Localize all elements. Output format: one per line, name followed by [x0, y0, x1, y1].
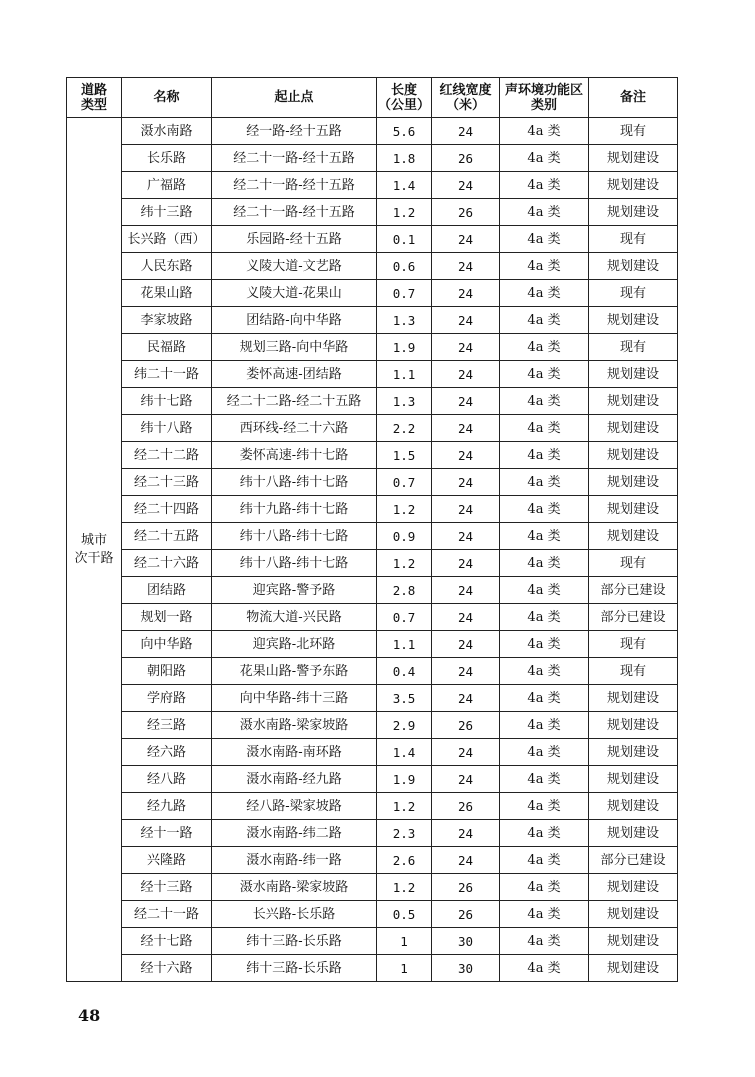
range-cell: 义陵大道-文艺路 [212, 253, 377, 280]
road-name-cell: 经三路 [122, 712, 212, 739]
road-name-cell: 广福路 [122, 172, 212, 199]
zone-cell: 4a 类 [500, 388, 589, 415]
road-name-cell: 经二十二路 [122, 442, 212, 469]
note-cell: 规划建设 [589, 901, 678, 928]
zone-cell: 4a 类 [500, 469, 589, 496]
zone-cell: 4a 类 [500, 361, 589, 388]
note-cell: 规划建设 [589, 685, 678, 712]
range-cell: 滠水南路-梁家坡路 [212, 874, 377, 901]
range-cell: 经二十一路-经十五路 [212, 172, 377, 199]
note-cell: 现有 [589, 550, 678, 577]
length-cell: 1.8 [377, 145, 432, 172]
table-row [67, 550, 678, 577]
range-cell: 经二十一路-经十五路 [212, 199, 377, 226]
note-cell: 部分已建设 [589, 847, 678, 874]
width-cell: 24 [432, 442, 500, 469]
road-name-cell: 经十三路 [122, 874, 212, 901]
note-cell: 规划建设 [589, 253, 678, 280]
width-cell: 30 [432, 955, 500, 982]
table-row [67, 766, 678, 793]
range-cell: 经二十一路-经十五路 [212, 145, 377, 172]
header-note: 备注 [589, 78, 678, 118]
width-cell: 24 [432, 334, 500, 361]
road-name-cell: 经二十五路 [122, 523, 212, 550]
zone-cell: 4a 类 [500, 118, 589, 145]
road-type-cell: 城市 次干路 [67, 118, 122, 982]
road-name-cell: 经二十一路 [122, 901, 212, 928]
header-zone: 声环境功能区 类别 [500, 78, 589, 118]
note-cell: 现有 [589, 631, 678, 658]
length-cell: 2.9 [377, 712, 432, 739]
range-cell: 纬十九路-纬十七路 [212, 496, 377, 523]
note-cell: 规划建设 [589, 145, 678, 172]
zone-cell: 4a 类 [500, 334, 589, 361]
table-row [67, 820, 678, 847]
road-name-cell: 经十六路 [122, 955, 212, 982]
table-row [67, 658, 678, 685]
road-name-cell: 经二十四路 [122, 496, 212, 523]
note-cell: 规划建设 [589, 496, 678, 523]
range-cell: 滠水南路-梁家坡路 [212, 712, 377, 739]
header-length: 长度 （公里） [377, 78, 432, 118]
length-cell: 0.4 [377, 658, 432, 685]
road-name-cell: 人民东路 [122, 253, 212, 280]
range-cell: 迎宾路-北环路 [212, 631, 377, 658]
width-cell: 24 [432, 523, 500, 550]
length-cell: 0.6 [377, 253, 432, 280]
width-cell: 24 [432, 226, 500, 253]
header-name: 名称 [122, 78, 212, 118]
width-cell: 26 [432, 901, 500, 928]
width-cell: 24 [432, 253, 500, 280]
note-cell: 规划建设 [589, 199, 678, 226]
note-cell: 规划建设 [589, 793, 678, 820]
length-cell: 1.1 [377, 361, 432, 388]
width-cell: 24 [432, 604, 500, 631]
note-cell: 部分已建设 [589, 604, 678, 631]
width-cell: 24 [432, 685, 500, 712]
road-name-cell: 纬十八路 [122, 415, 212, 442]
width-cell: 26 [432, 145, 500, 172]
table-row [67, 253, 678, 280]
zone-cell: 4a 类 [500, 253, 589, 280]
zone-cell: 4a 类 [500, 955, 589, 982]
zone-cell: 4a 类 [500, 550, 589, 577]
table-row [67, 712, 678, 739]
note-cell: 规划建设 [589, 442, 678, 469]
zone-cell: 4a 类 [500, 307, 589, 334]
zone-cell: 4a 类 [500, 820, 589, 847]
table-row [67, 523, 678, 550]
range-cell: 纬十八路-纬十七路 [212, 523, 377, 550]
road-name-cell: 长乐路 [122, 145, 212, 172]
range-cell: 纬十三路-长乐路 [212, 928, 377, 955]
width-cell: 26 [432, 712, 500, 739]
zone-cell: 4a 类 [500, 874, 589, 901]
table-row [67, 928, 678, 955]
table-row [67, 307, 678, 334]
road-name-cell: 规划一路 [122, 604, 212, 631]
range-cell: 迎宾路-警予路 [212, 577, 377, 604]
zone-cell: 4a 类 [500, 577, 589, 604]
width-cell: 24 [432, 172, 500, 199]
width-cell: 24 [432, 766, 500, 793]
table-row [67, 280, 678, 307]
note-cell: 规划建设 [589, 469, 678, 496]
table-row [67, 334, 678, 361]
range-cell: 娄怀高速-团结路 [212, 361, 377, 388]
range-cell: 滠水南路-经九路 [212, 766, 377, 793]
road-name-cell: 经二十六路 [122, 550, 212, 577]
range-cell: 娄怀高速-纬十七路 [212, 442, 377, 469]
zone-cell: 4a 类 [500, 847, 589, 874]
note-cell: 规划建设 [589, 820, 678, 847]
width-cell: 24 [432, 280, 500, 307]
length-cell: 1.9 [377, 766, 432, 793]
table-row [67, 469, 678, 496]
road-name-cell: 民福路 [122, 334, 212, 361]
note-cell: 规划建设 [589, 766, 678, 793]
header-range: 起止点 [212, 78, 377, 118]
table-row [67, 955, 678, 982]
range-cell: 滠水南路-南环路 [212, 739, 377, 766]
width-cell: 24 [432, 361, 500, 388]
zone-cell: 4a 类 [500, 793, 589, 820]
range-cell: 西环线-经二十六路 [212, 415, 377, 442]
note-cell: 规划建设 [589, 361, 678, 388]
table-row [67, 685, 678, 712]
zone-cell: 4a 类 [500, 172, 589, 199]
width-cell: 26 [432, 199, 500, 226]
range-cell: 团结路-向中华路 [212, 307, 377, 334]
range-cell: 经八路-梁家坡路 [212, 793, 377, 820]
table-row [67, 388, 678, 415]
road-name-cell: 纬二十一路 [122, 361, 212, 388]
table-row [67, 496, 678, 523]
range-cell: 纬十八路-纬十七路 [212, 469, 377, 496]
range-cell: 义陵大道-花果山 [212, 280, 377, 307]
zone-cell: 4a 类 [500, 280, 589, 307]
note-cell: 规划建设 [589, 712, 678, 739]
note-cell: 现有 [589, 280, 678, 307]
table-row [67, 361, 678, 388]
length-cell: 2.8 [377, 577, 432, 604]
note-cell: 规划建设 [589, 874, 678, 901]
note-cell: 规划建设 [589, 739, 678, 766]
road-name-cell: 滠水南路 [122, 118, 212, 145]
road-name-cell: 经十七路 [122, 928, 212, 955]
length-cell: 1.2 [377, 496, 432, 523]
table-row [67, 199, 678, 226]
width-cell: 24 [432, 658, 500, 685]
zone-cell: 4a 类 [500, 739, 589, 766]
header-road-type: 道路 类型 [67, 78, 122, 118]
road-name-cell: 朝阳路 [122, 658, 212, 685]
range-cell: 规划三路-向中华路 [212, 334, 377, 361]
road-name-cell: 花果山路 [122, 280, 212, 307]
note-cell: 规划建设 [589, 172, 678, 199]
range-cell: 纬十三路-长乐路 [212, 955, 377, 982]
note-cell: 规划建设 [589, 523, 678, 550]
width-cell: 24 [432, 577, 500, 604]
note-cell: 规划建设 [589, 307, 678, 334]
width-cell: 24 [432, 820, 500, 847]
length-cell: 1.3 [377, 388, 432, 415]
range-cell: 滠水南路-纬二路 [212, 820, 377, 847]
zone-cell: 4a 类 [500, 766, 589, 793]
length-cell: 1.3 [377, 307, 432, 334]
road-name-cell: 经九路 [122, 793, 212, 820]
note-cell: 规划建设 [589, 388, 678, 415]
width-cell: 26 [432, 874, 500, 901]
table-row [67, 145, 678, 172]
length-cell: 2.3 [377, 820, 432, 847]
note-cell: 现有 [589, 658, 678, 685]
zone-cell: 4a 类 [500, 415, 589, 442]
road-name-cell: 兴隆路 [122, 847, 212, 874]
width-cell: 24 [432, 496, 500, 523]
range-cell: 物流大道-兴民路 [212, 604, 377, 631]
table-row [67, 226, 678, 253]
range-cell: 滠水南路-纬一路 [212, 847, 377, 874]
length-cell: 0.7 [377, 469, 432, 496]
note-cell: 规划建设 [589, 928, 678, 955]
length-cell: 1.1 [377, 631, 432, 658]
zone-cell: 4a 类 [500, 145, 589, 172]
note-cell: 现有 [589, 334, 678, 361]
zone-cell: 4a 类 [500, 604, 589, 631]
range-cell: 纬十八路-纬十七路 [212, 550, 377, 577]
table-row [67, 739, 678, 766]
zone-cell: 4a 类 [500, 442, 589, 469]
length-cell: 1.2 [377, 550, 432, 577]
width-cell: 24 [432, 118, 500, 145]
length-cell: 0.7 [377, 280, 432, 307]
length-cell: 5.6 [377, 118, 432, 145]
width-cell: 24 [432, 739, 500, 766]
road-name-cell: 经六路 [122, 739, 212, 766]
road-name-cell: 团结路 [122, 577, 212, 604]
width-cell: 24 [432, 631, 500, 658]
road-name-cell: 经二十三路 [122, 469, 212, 496]
table-header-row [67, 78, 678, 118]
table-row [67, 631, 678, 658]
table-row [67, 118, 678, 145]
header-width: 红线宽度 （米） [432, 78, 500, 118]
length-cell: 1.4 [377, 739, 432, 766]
road-name-cell: 李家坡路 [122, 307, 212, 334]
table-row [67, 901, 678, 928]
zone-cell: 4a 类 [500, 523, 589, 550]
width-cell: 24 [432, 847, 500, 874]
note-cell: 现有 [589, 118, 678, 145]
length-cell: 3.5 [377, 685, 432, 712]
road-table [66, 77, 678, 982]
note-cell: 规划建设 [589, 955, 678, 982]
length-cell: 1.9 [377, 334, 432, 361]
length-cell: 0.9 [377, 523, 432, 550]
length-cell: 1 [377, 955, 432, 982]
table-row [67, 793, 678, 820]
length-cell: 1.2 [377, 874, 432, 901]
length-cell: 1.2 [377, 793, 432, 820]
length-cell: 0.7 [377, 604, 432, 631]
table-row [67, 577, 678, 604]
road-name-cell: 向中华路 [122, 631, 212, 658]
range-cell: 经二十二路-经二十五路 [212, 388, 377, 415]
width-cell: 24 [432, 388, 500, 415]
range-cell: 经一路-经十五路 [212, 118, 377, 145]
note-cell: 规划建设 [589, 415, 678, 442]
road-name-cell: 长兴路（西） [122, 226, 212, 253]
range-cell: 长兴路-长乐路 [212, 901, 377, 928]
length-cell: 1.5 [377, 442, 432, 469]
zone-cell: 4a 类 [500, 901, 589, 928]
note-cell: 部分已建设 [589, 577, 678, 604]
length-cell: 0.5 [377, 901, 432, 928]
road-name-cell: 经十一路 [122, 820, 212, 847]
road-name-cell: 学府路 [122, 685, 212, 712]
length-cell: 2.6 [377, 847, 432, 874]
length-cell: 1.2 [377, 199, 432, 226]
table-row [67, 847, 678, 874]
zone-cell: 4a 类 [500, 685, 589, 712]
zone-cell: 4a 类 [500, 199, 589, 226]
table-row [67, 604, 678, 631]
width-cell: 26 [432, 793, 500, 820]
page-number: 48 [78, 1006, 101, 1025]
range-cell: 乐园路-经十五路 [212, 226, 377, 253]
road-name-cell: 纬十三路 [122, 199, 212, 226]
width-cell: 24 [432, 469, 500, 496]
width-cell: 24 [432, 307, 500, 334]
zone-cell: 4a 类 [500, 226, 589, 253]
range-cell: 向中华路-纬十三路 [212, 685, 377, 712]
table-body [67, 118, 678, 982]
length-cell: 1 [377, 928, 432, 955]
table-row [67, 874, 678, 901]
zone-cell: 4a 类 [500, 496, 589, 523]
road-name-cell: 经八路 [122, 766, 212, 793]
width-cell: 30 [432, 928, 500, 955]
zone-cell: 4a 类 [500, 631, 589, 658]
table-row [67, 442, 678, 469]
range-cell: 花果山路-警予东路 [212, 658, 377, 685]
table-row [67, 172, 678, 199]
zone-cell: 4a 类 [500, 712, 589, 739]
table-row [67, 415, 678, 442]
length-cell: 2.2 [377, 415, 432, 442]
road-name-cell: 纬十七路 [122, 388, 212, 415]
length-cell: 1.4 [377, 172, 432, 199]
length-cell: 0.1 [377, 226, 432, 253]
note-cell: 现有 [589, 226, 678, 253]
width-cell: 24 [432, 415, 500, 442]
zone-cell: 4a 类 [500, 658, 589, 685]
zone-cell: 4a 类 [500, 928, 589, 955]
width-cell: 24 [432, 550, 500, 577]
